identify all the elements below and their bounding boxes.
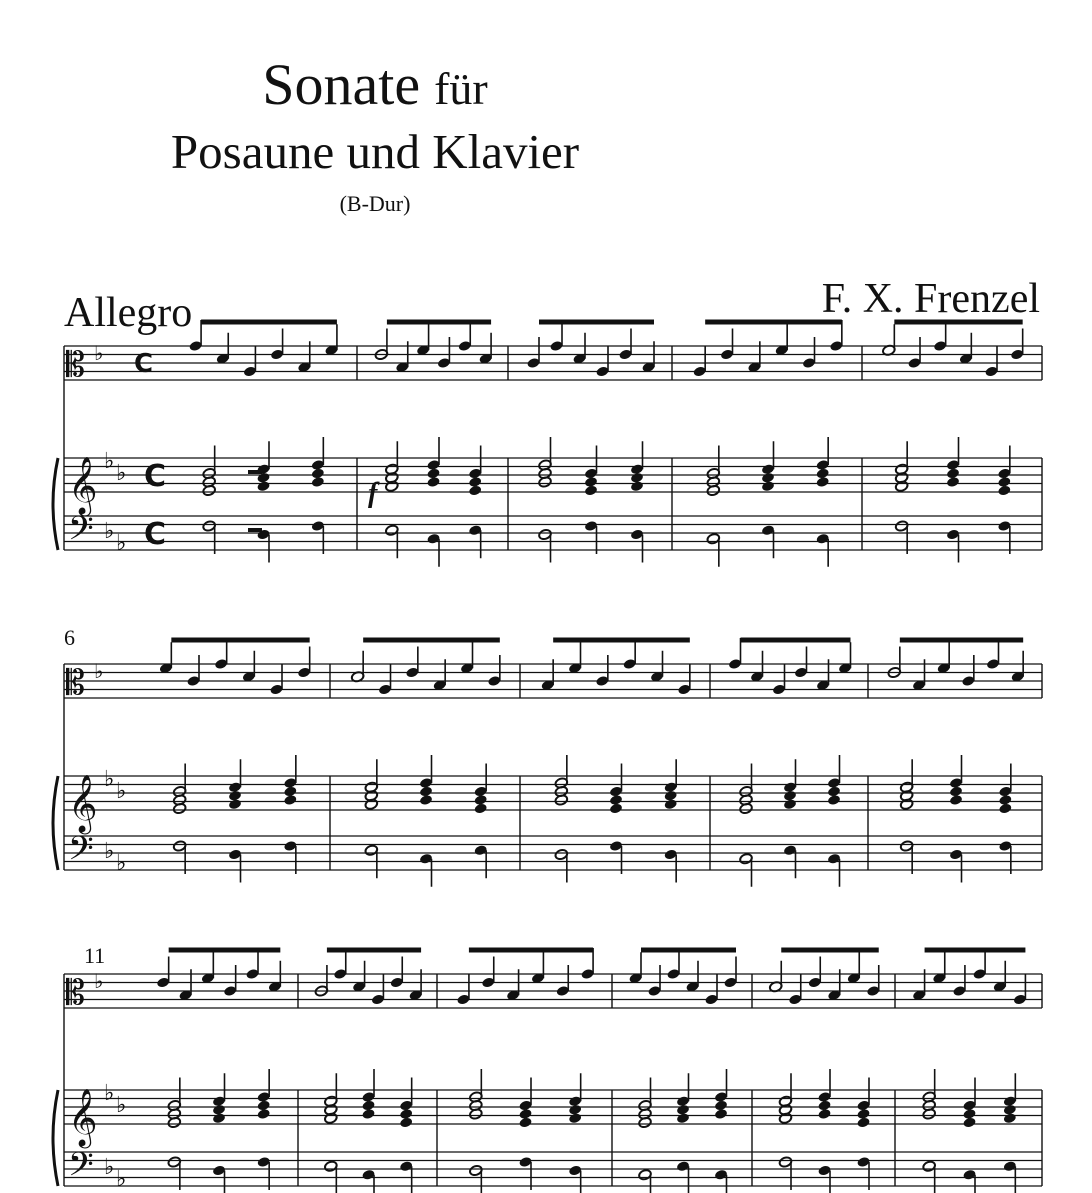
notehead — [997, 484, 1011, 496]
bass-clef-icon: 𝄢 — [68, 830, 94, 876]
notehead — [228, 798, 242, 810]
notehead — [518, 1116, 532, 1128]
notehead — [256, 480, 270, 492]
flat-icon: ♭ — [116, 1167, 127, 1192]
tenor-clef-icon: 𝄡 — [66, 663, 85, 703]
title-main: Sonate — [262, 52, 421, 117]
notehead — [257, 1108, 271, 1120]
notehead — [630, 480, 644, 492]
flat-icon: ♭ — [94, 341, 104, 365]
notehead — [827, 794, 841, 806]
notehead — [664, 798, 678, 810]
brace — [53, 1090, 58, 1186]
notehead — [962, 1116, 976, 1128]
notehead — [676, 1112, 690, 1124]
flat-icon: ♭ — [104, 839, 115, 864]
notehead — [568, 1112, 582, 1124]
dynamic-marking: f — [368, 478, 378, 509]
time-signature: C — [144, 517, 167, 552]
flat-icon: ♭ — [104, 519, 115, 544]
flat-icon: ♭ — [104, 1155, 115, 1180]
composer-name: F. X. Frenzel — [821, 276, 1040, 322]
notehead — [949, 794, 963, 806]
rest — [248, 528, 262, 532]
notehead — [468, 484, 482, 496]
tenor-clef-icon: 𝄡 — [66, 973, 85, 1013]
bass-clef-icon: 𝄢 — [68, 1146, 94, 1192]
tempo-marking: Allegro — [64, 290, 193, 336]
notehead — [474, 802, 488, 814]
notehead — [212, 1112, 226, 1124]
bass-clef-icon: 𝄢 — [68, 510, 94, 556]
notehead — [816, 476, 830, 488]
time-signature: C — [134, 349, 154, 379]
notehead — [361, 1108, 375, 1120]
notehead — [761, 480, 775, 492]
brace — [53, 776, 58, 870]
flat-icon: ♭ — [116, 1093, 127, 1118]
notehead — [817, 1108, 831, 1120]
flat-icon: ♭ — [116, 461, 127, 486]
notehead — [283, 794, 297, 806]
notehead — [609, 802, 623, 814]
notehead — [311, 476, 325, 488]
time-signature: C — [144, 459, 167, 494]
notehead — [399, 1116, 413, 1128]
treble-clef-icon: 𝄞 — [68, 1088, 98, 1146]
notehead — [783, 798, 797, 810]
flat-icon: ♭ — [116, 531, 127, 556]
flat-icon: ♭ — [94, 659, 104, 683]
notehead — [1003, 1112, 1017, 1124]
flat-icon: ♭ — [94, 969, 104, 993]
tenor-clef-icon: 𝄡 — [66, 345, 85, 385]
flat-icon: ♭ — [116, 851, 127, 876]
notehead — [998, 802, 1012, 814]
measure-number: 6 — [64, 625, 75, 650]
notehead — [946, 476, 960, 488]
score-systems — [53, 320, 1042, 1193]
title-fur: für — [434, 63, 488, 114]
notehead — [584, 484, 598, 496]
title-instruments: Posaune und Klavier — [170, 124, 580, 179]
notehead — [419, 794, 433, 806]
measure-number: 11 — [84, 943, 106, 968]
notehead — [714, 1108, 728, 1120]
title-key: (B-Dur) — [339, 191, 411, 216]
flat-icon: ♭ — [104, 1081, 115, 1106]
flat-icon: ♭ — [116, 779, 127, 804]
flat-icon: ♭ — [104, 767, 115, 792]
treble-clef-icon: 𝄞 — [68, 774, 98, 832]
treble-clef-icon: 𝄞 — [68, 456, 98, 514]
notehead — [856, 1116, 870, 1128]
flat-icon: ♭ — [104, 449, 115, 474]
brace — [53, 458, 58, 550]
notehead — [426, 476, 440, 488]
